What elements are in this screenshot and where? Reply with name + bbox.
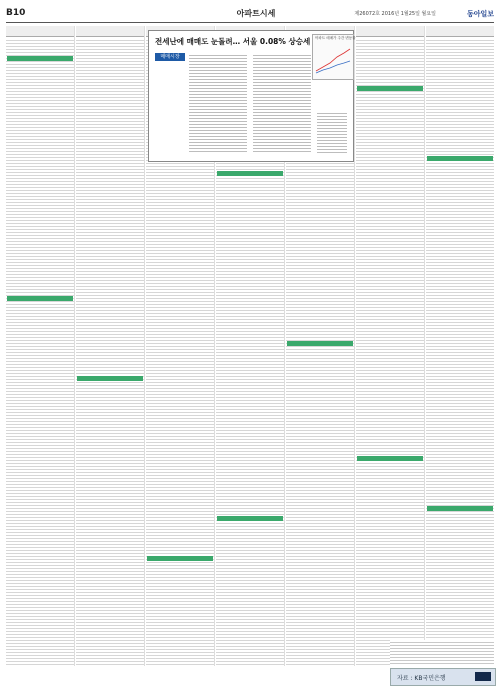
page-header bbox=[6, 6, 494, 23]
column-header bbox=[76, 26, 144, 37]
price-change-chart bbox=[312, 34, 354, 80]
listing-column bbox=[6, 26, 75, 666]
listing-column bbox=[356, 26, 425, 666]
listing-rows bbox=[356, 38, 424, 666]
region-band bbox=[357, 456, 423, 461]
article-text-column bbox=[253, 53, 311, 153]
series-line-1 bbox=[316, 49, 350, 71]
column-header bbox=[6, 26, 74, 37]
article-text-column bbox=[189, 53, 247, 153]
region-band bbox=[427, 506, 493, 511]
column-header bbox=[426, 26, 494, 37]
issue-meta: 제26072호 2016년 1월25일 월요일 bbox=[354, 11, 436, 17]
region-band bbox=[147, 556, 213, 561]
chart-graphic bbox=[313, 43, 353, 77]
region-band bbox=[217, 171, 283, 176]
region-band bbox=[77, 376, 143, 381]
article-headline: 전세난에 매매도 눈돌려… 서울 0.08% 상승세 bbox=[155, 37, 311, 46]
listing-column bbox=[426, 26, 494, 666]
series-line-2 bbox=[316, 61, 350, 73]
sponsor-logo-icon bbox=[475, 672, 491, 681]
region-band bbox=[357, 86, 423, 91]
region-band bbox=[217, 516, 283, 521]
sponsor-banner[interactable] bbox=[390, 668, 496, 686]
sponsor-name: 자료 : KB국민은행 bbox=[397, 675, 446, 682]
footnote-text bbox=[390, 640, 494, 666]
page-title: 아파트시세 bbox=[236, 9, 276, 18]
region-band bbox=[7, 296, 73, 301]
chart-title: 아파트 매매가 주간 변동률 bbox=[315, 36, 356, 40]
region-band bbox=[427, 156, 493, 161]
listing-rows bbox=[6, 38, 74, 666]
newspaper-brand: 동아일보 bbox=[466, 10, 494, 18]
section-number: B10 bbox=[6, 8, 26, 18]
article-tag: 매매시장 bbox=[155, 53, 185, 61]
listing-rows bbox=[76, 38, 144, 666]
region-band bbox=[287, 341, 353, 346]
region-band bbox=[7, 56, 73, 61]
article-text-column bbox=[317, 111, 347, 153]
listing-column bbox=[76, 26, 145, 666]
listing-rows bbox=[426, 38, 494, 666]
column-header bbox=[356, 26, 424, 37]
